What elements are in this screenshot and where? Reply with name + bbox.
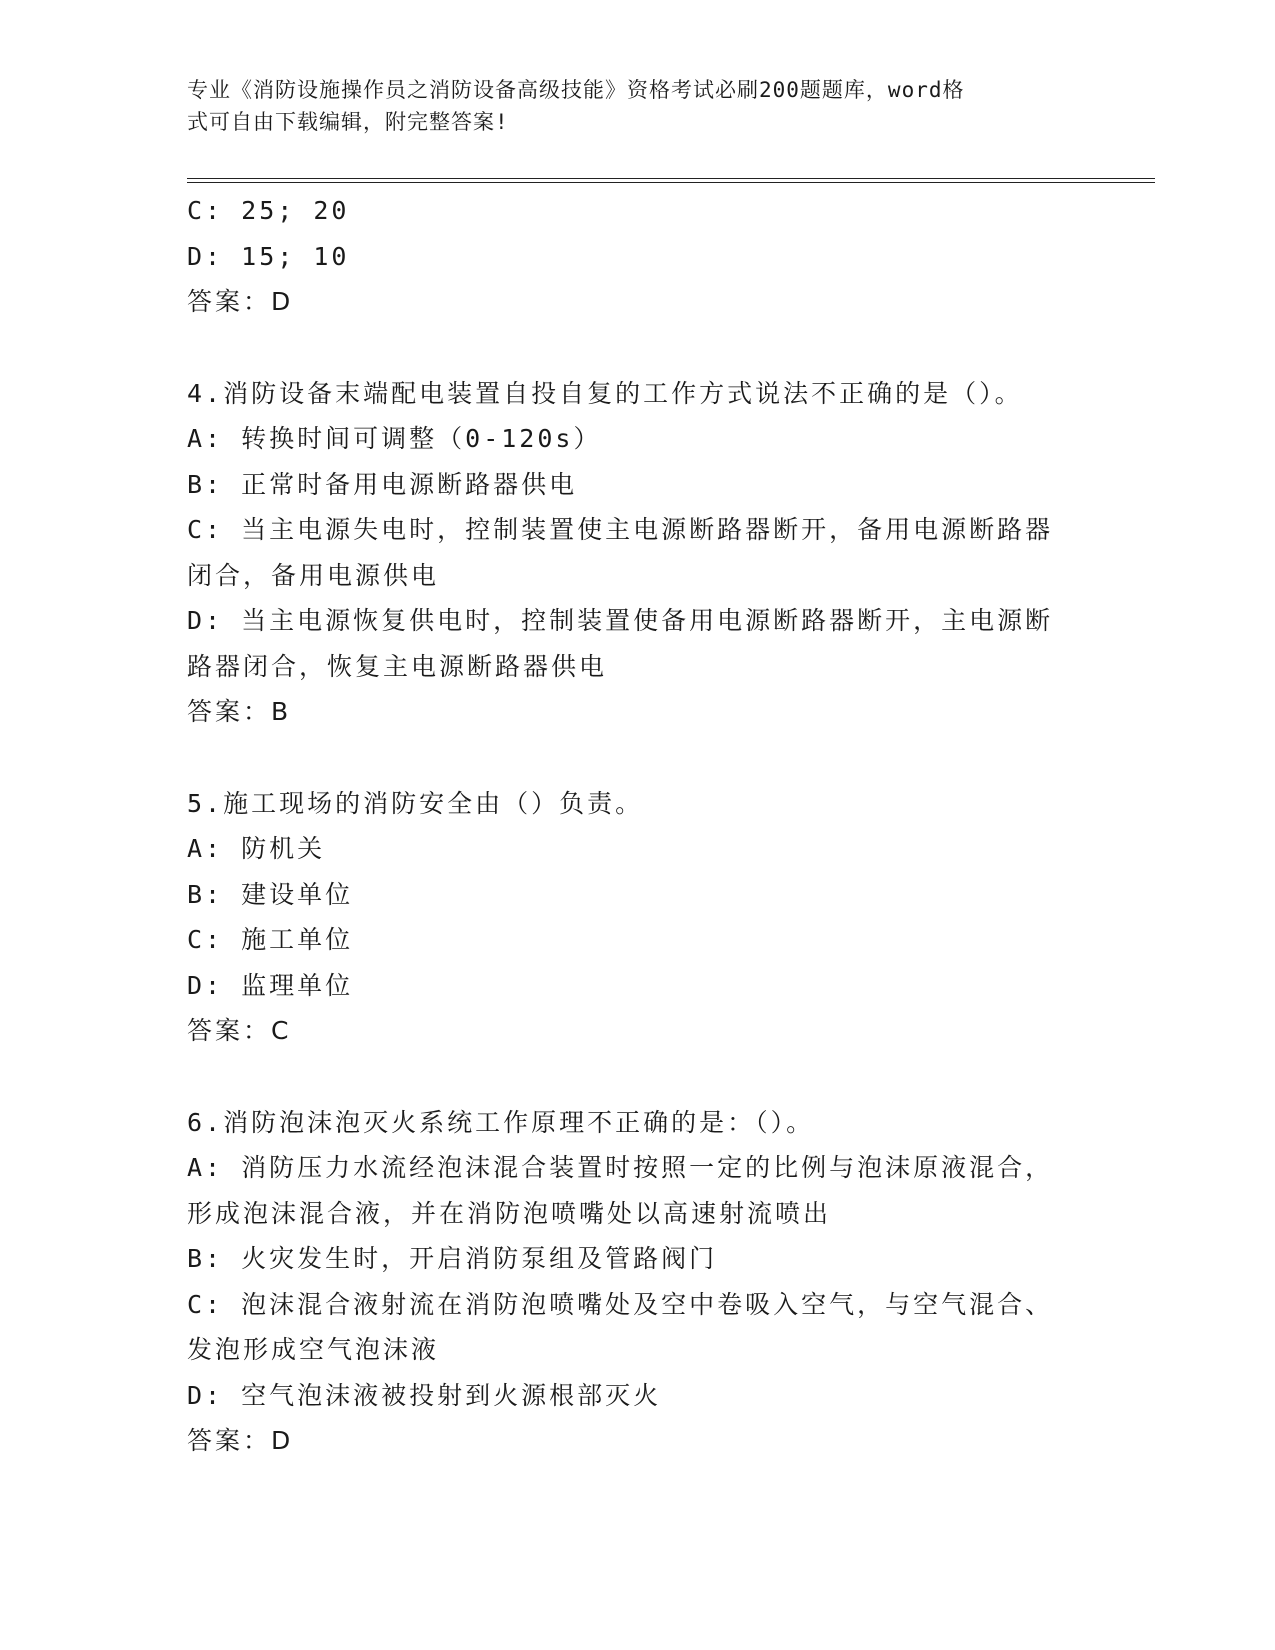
header-rule-top — [187, 178, 1155, 179]
option-a-line-2: 形成泡沫混合液，并在消防泡喷嘴处以高速射流喷出 — [187, 1198, 832, 1228]
option-c: C: 25; 20 — [187, 196, 350, 225]
option-a: A: 转换时间可调整（0-120s） — [187, 424, 602, 453]
answer: 答案：D — [187, 1426, 294, 1455]
question-stem: 6.消防泡沫泡灭火系统工作原理不正确的是：（）。 — [187, 1107, 815, 1137]
option-a: A: 防机关 — [187, 834, 326, 863]
answer: 答案：B — [187, 697, 292, 726]
spacer — [187, 1054, 1087, 1100]
option-c-line-1: C: 泡沫混合液射流在消防泡喷嘴处及空中卷吸入空气，与空气混合、 — [187, 1289, 1054, 1319]
option-c-line-1: C: 当主电源失电时，控制装置使主电源断路器断开，备用电源断路器 — [187, 515, 1054, 544]
question-stem: 5.施工现场的消防安全由（）负责。 — [187, 788, 644, 818]
question-list — [187, 188, 1087, 1464]
option-b: B: 建设单位 — [187, 879, 354, 909]
option-b: B: 正常时备用电源断路器供电 — [187, 469, 578, 499]
document-header — [187, 74, 1067, 138]
option-b: B: 火灾发生时，开启消防泵组及管路阀门 — [187, 1244, 718, 1273]
question-5 — [187, 781, 1087, 1054]
option-d-line-2: 路器闭合，恢复主电源断路器供电 — [187, 651, 608, 681]
answer: 答案：D — [187, 287, 294, 316]
option-c-line-2: 闭合，备用电源供电 — [187, 560, 440, 590]
option-c: C: 施工单位 — [187, 925, 354, 954]
question-4 — [187, 371, 1087, 735]
option-d: D: 空气泡沫液被投射到火源根部灭火 — [187, 1380, 662, 1410]
question-6 — [187, 1100, 1087, 1464]
spacer — [187, 325, 1087, 371]
header-rule-bottom — [187, 182, 1155, 183]
option-a-line-1: A: 消防压力水流经泡沫混合装置时按照一定的比例与泡沫原液混合， — [187, 1153, 1054, 1182]
option-d: D: 15; 10 — [187, 241, 350, 271]
question-3-tail — [187, 188, 1087, 325]
option-c-line-2: 发泡形成空气泡沫液 — [187, 1335, 440, 1364]
option-d-line-1: D: 当主电源恢复供电时，控制装置使备用电源断路器断开，主电源断 — [187, 606, 1054, 635]
option-d: D: 监理单位 — [187, 970, 354, 1000]
question-stem: 4.消防设备末端配电装置自投自复的工作方式说法不正确的是（）。 — [187, 378, 1023, 408]
answer: 答案：C — [187, 1016, 292, 1045]
spacer — [187, 735, 1087, 781]
header-line-1: 专业《消防设施操作员之消防设备高级技能》资格考试必刷200题题库，word格 — [187, 78, 965, 102]
header-line-2: 式可自由下载编辑，附完整答案! — [187, 110, 509, 134]
